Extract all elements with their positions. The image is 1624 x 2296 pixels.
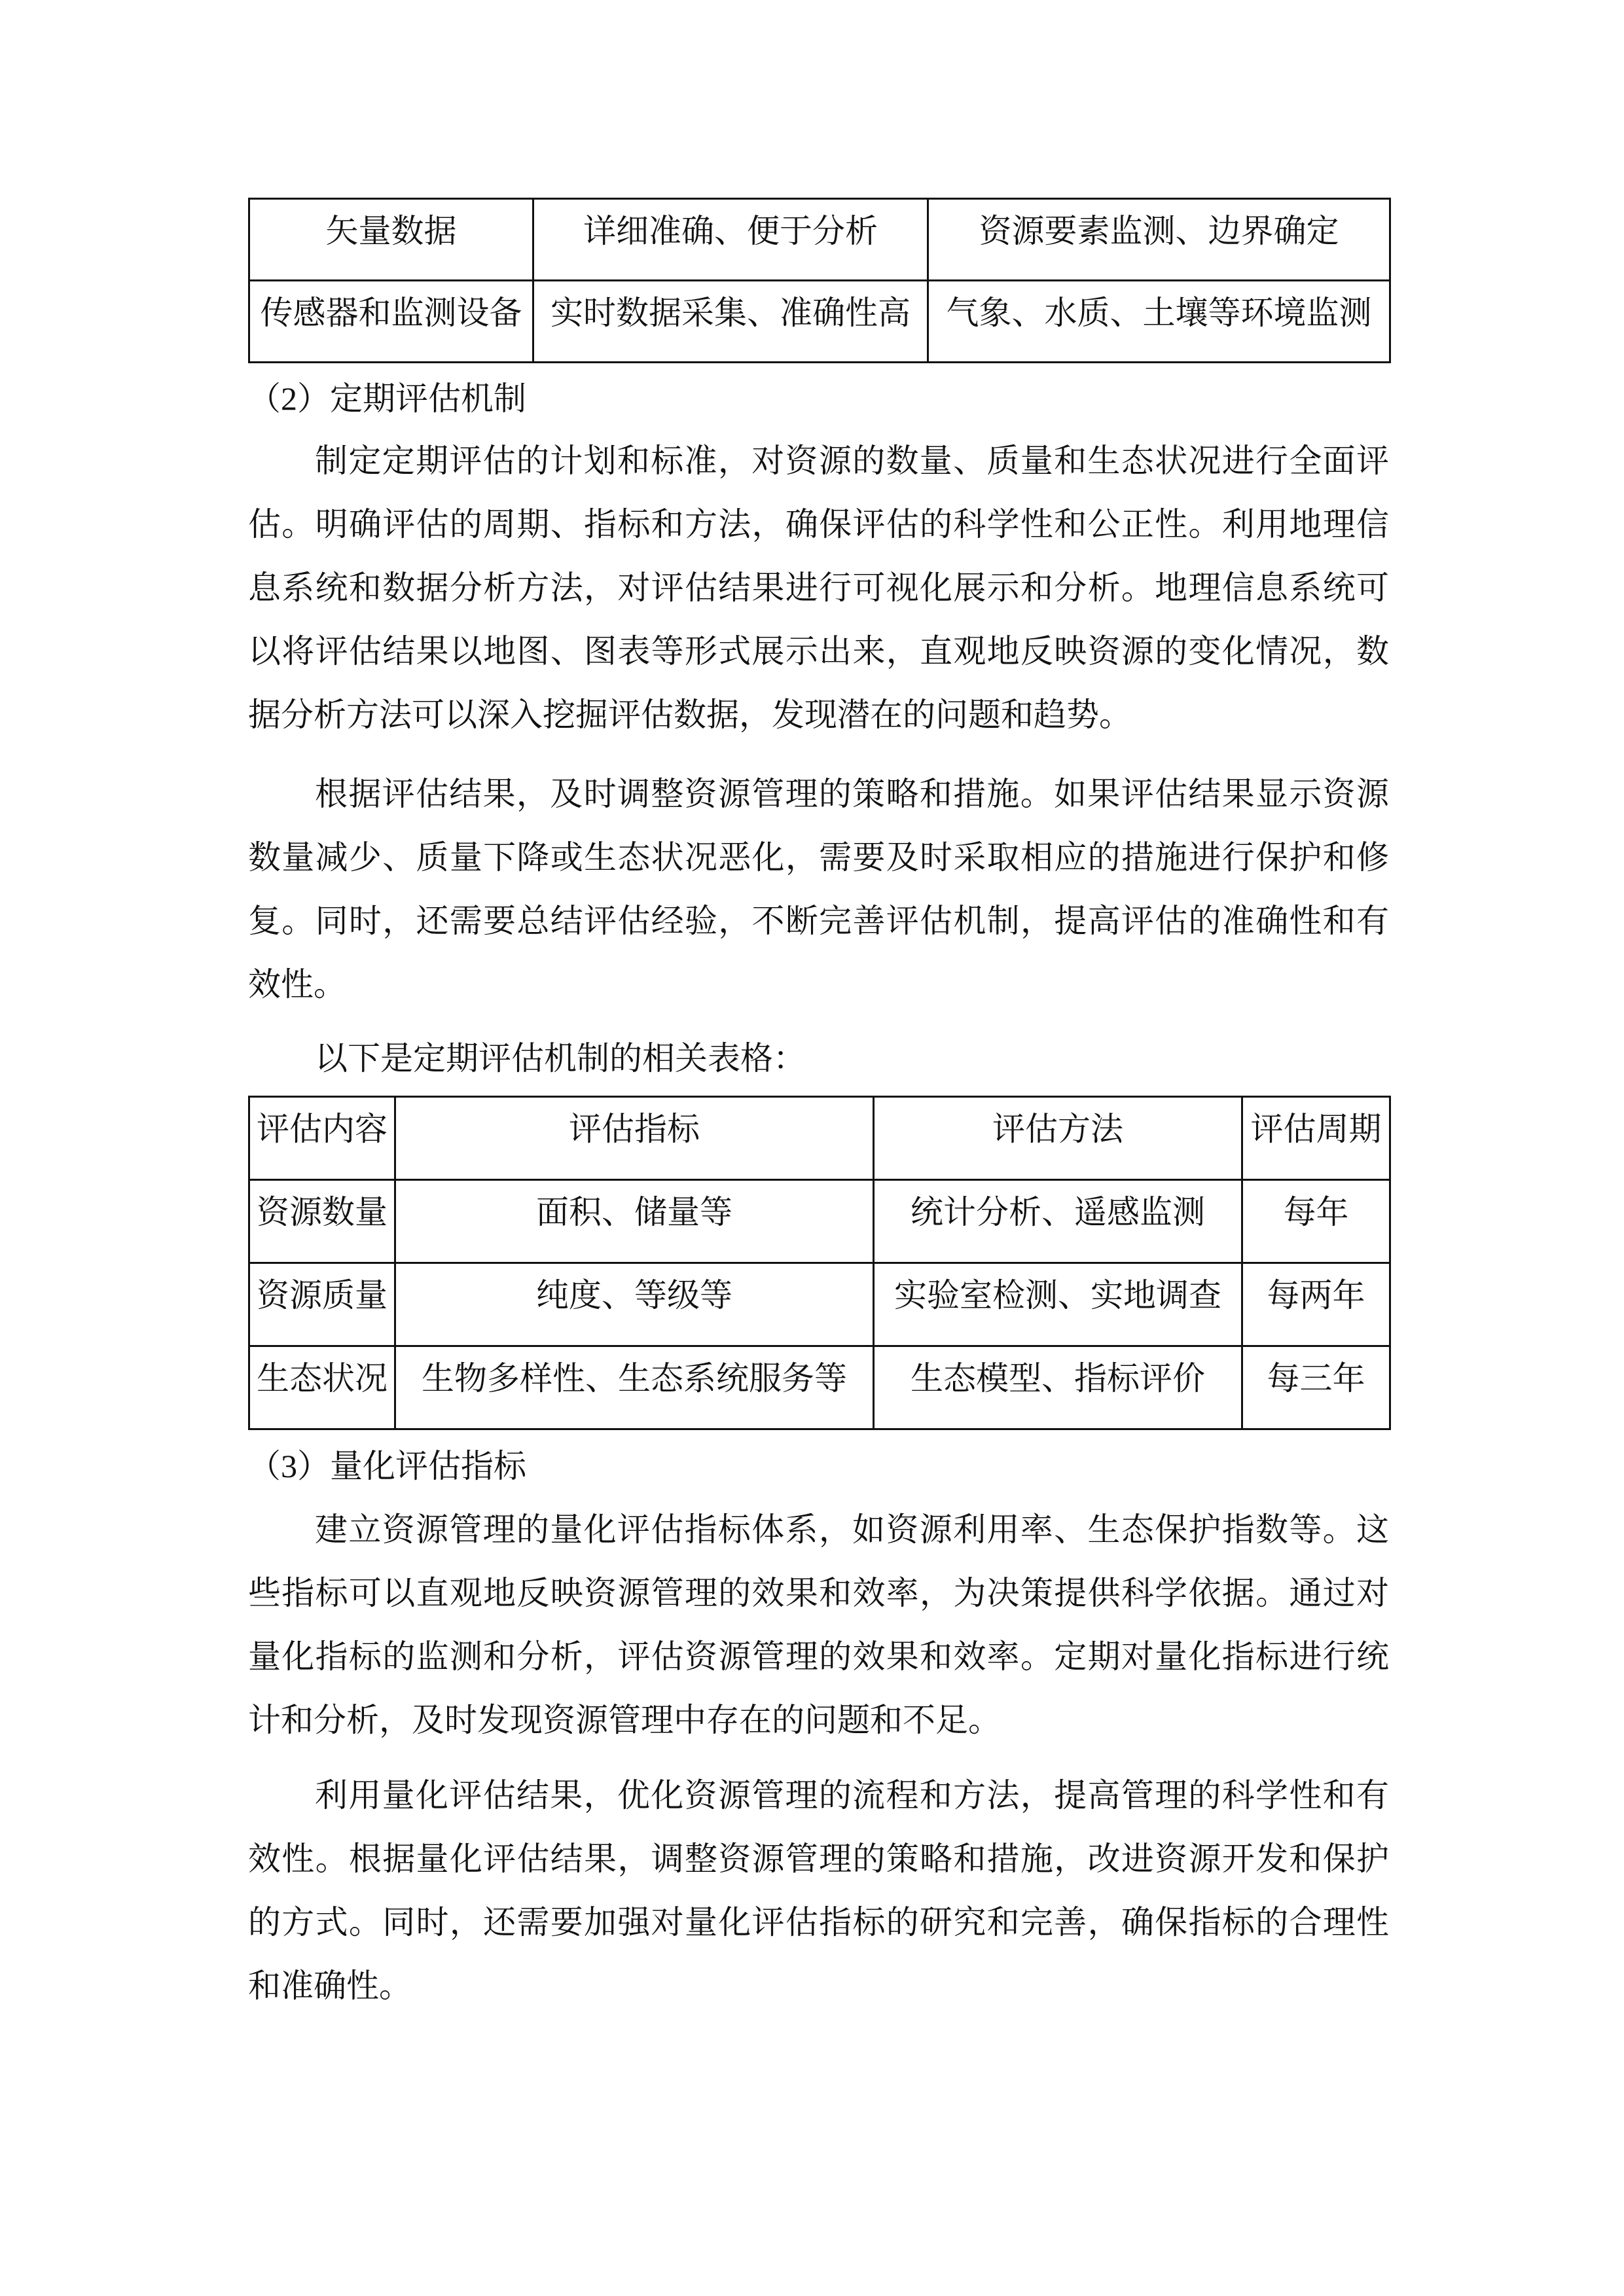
paragraph: 制定定期评估的计划和标准，对资源的数量、质量和生态状况进行全面评估。明确评估的周期、指标和方法，确保评估的科学性和公正性。利用地理信息系统和数据分析方法，对评估结果进行可视化展示和分析。地理信息系统可以将评估结果以地图、图表等形式展示出来，直观地反映资源的变化情况，数据分析方法可以深入挖掘评估数据，发现潜在的问题和趋势。 <box>248 442 1389 733</box>
table-cell: 纯度、等级等 <box>395 1263 874 1346</box>
table-cell: 传感器和监测设备 <box>249 281 533 363</box>
table-header-row <box>249 1097 1390 1180</box>
table-cell: 生物多样性、生态系统服务等 <box>395 1346 874 1429</box>
table-cell: 实时数据采集、准确性高 <box>533 281 928 363</box>
table-cell: 面积、储量等 <box>395 1180 874 1263</box>
column-header: 评估指标 <box>395 1097 874 1180</box>
table-cell: 详细准确、便于分析 <box>533 199 928 281</box>
table-row <box>249 199 1390 281</box>
column-header: 评估周期 <box>1242 1097 1390 1180</box>
column-header: 评估方法 <box>874 1097 1242 1180</box>
table-cell: 生态状况 <box>249 1346 395 1429</box>
table-cell: 资源数量 <box>249 1180 395 1263</box>
table-cell: 每三年 <box>1242 1346 1390 1429</box>
table-cell: 每年 <box>1242 1180 1390 1263</box>
table-cell: 矢量数据 <box>249 199 533 281</box>
table-cell: 气象、水质、土壤等环境监测 <box>928 281 1390 363</box>
table-row <box>249 1180 1390 1263</box>
table-row <box>249 1346 1390 1429</box>
table-cell: 资源质量 <box>249 1263 395 1346</box>
paragraph: 建立资源管理的量化评估指标体系，如资源利用率、生态保护指数等。这些指标可以直观地反映资源管理的效果和效率，为决策提供科学依据。通过对量化指标的监测和分析，评估资源管理的效果和效率。定期对量化指标进行统计和分析，及时发现资源管理中存在的问题和不足。 <box>248 1511 1389 1738</box>
paragraph: 利用量化评估结果，优化资源管理的流程和方法，提高管理的科学性和有效性。根据量化评估结果，调整资源管理的策略和措施，改进资源开发和保护的方式。同时，还需要加强对量化评估指标的研究和完善，确保指标的合理性和准确性。 <box>248 1777 1389 2004</box>
paragraph: 根据评估结果，及时调整资源管理的策略和措施。如果评估结果显示资源数量减少、质量下降或生态状况恶化，需要及时采取相应的措施进行保护和修复。同时，还需要总结评估经验，不断完善评估机制，提高评估的准确性和有效性。 <box>248 776 1389 1003</box>
table-intro: 以下是定期评估机制的相关表格： <box>315 1040 806 1077</box>
table-row <box>249 281 1390 363</box>
section-heading-2: （2）定期评估机制 <box>248 380 526 417</box>
table-cell: 资源要素监测、边界确定 <box>928 199 1390 281</box>
data-source-table <box>248 198 1391 363</box>
table-cell: 生态模型、指标评价 <box>874 1346 1242 1429</box>
table-row <box>249 1263 1390 1346</box>
table-cell: 实验室检测、实地调查 <box>874 1263 1242 1346</box>
column-header: 评估内容 <box>249 1097 395 1180</box>
section-heading-3: （3）量化评估指标 <box>248 1448 526 1484</box>
table-cell: 每两年 <box>1242 1263 1390 1346</box>
table-cell: 统计分析、遥感监测 <box>874 1180 1242 1263</box>
evaluation-table <box>248 1096 1391 1430</box>
